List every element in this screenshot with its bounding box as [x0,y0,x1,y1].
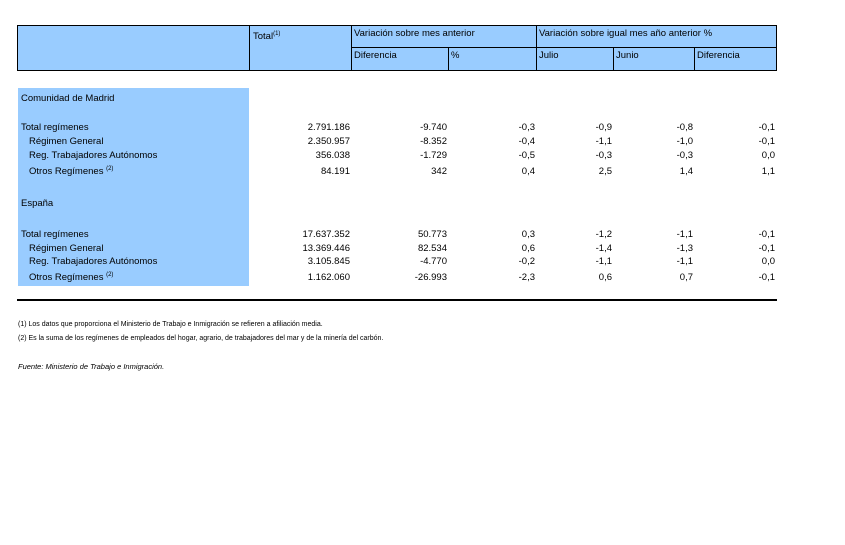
cell-pct: -0,3 [518,122,535,133]
header-divider [249,25,250,71]
table-row [18,255,778,268]
header-col-diferencia: Diferencia [354,50,397,61]
cell-total: 356.038 [315,150,350,161]
cell-pct: -0,4 [518,136,535,147]
cell-diferencia: -4.770 [420,256,447,267]
row-label: Reg. Trabajadores Autónomos [29,256,158,267]
cell-total: 13.369.446 [302,243,350,254]
cell-pct: 0,3 [521,229,535,240]
cell-julio: 0,6 [598,272,612,283]
table-row [18,149,778,162]
cell-junio: -1,3 [676,243,693,254]
cell-julio: -1,1 [595,136,612,147]
header-col-pct: % [451,50,460,61]
cell-junio: -1,1 [676,229,693,240]
cell-diferencia2: -0,1 [758,243,775,254]
cell-diferencia: 50.773 [417,229,447,240]
cell-julio: -1,4 [595,243,612,254]
header-total [251,30,282,44]
cell-diferencia: -8.352 [420,136,447,147]
header-col-diferencia2: Diferencia [697,50,740,61]
footnote: (1) Los datos que proporciona el Ministerio de Trabajo e Inmigración se refieren a afiliación media. [18,321,323,328]
cell-diferencia2: -0,1 [758,272,775,283]
section-title: España [21,198,54,209]
cell-diferencia: -9.740 [420,122,447,133]
row-note: (2) [106,272,114,278]
header-group-mes: Variación sobre mes anterior [354,28,475,39]
row-label: Total regímenes [21,229,89,240]
cell-diferencia2: 0,0 [761,256,775,267]
header-col-julio: Julio [539,50,559,61]
cell-diferencia2: 0,0 [761,150,775,161]
cell-diferencia: -26.993 [414,272,447,283]
cell-pct: -2,3 [518,272,535,283]
cell-julio: 2,5 [598,166,612,177]
table-row [18,135,778,148]
cell-total: 2.791.186 [307,122,350,133]
table-bottom-rule [17,299,777,301]
cell-junio: 0,7 [679,272,693,283]
cell-diferencia2: -0,1 [758,229,775,240]
row-label-wrap [29,271,113,284]
table-row [18,242,778,255]
table-row [18,121,778,134]
source-note: Fuente: Ministerio de Trabajo e Inmigración. [18,362,165,371]
cell-total: 2.350.957 [307,136,350,147]
cell-pct: 0,4 [521,166,535,177]
header-divider [351,47,777,48]
cell-diferencia: 82.534 [417,243,447,254]
row-label: Régimen General [29,136,104,147]
cell-pct: -0,2 [518,256,535,267]
cell-pct: -0,5 [518,150,535,161]
cell-pct: 0,6 [521,243,535,254]
row-label: Otros Regímenes [29,166,104,177]
cell-total: 3.105.845 [307,256,350,267]
cell-junio: -1,0 [676,136,693,147]
row-note: (2) [106,166,114,172]
header-col-junio: Junio [616,50,639,61]
cell-diferencia: 342 [431,166,447,177]
table-row [18,228,778,241]
row-label: Reg. Trabajadores Autónomos [29,150,158,161]
cell-julio: -1,2 [595,229,612,240]
cell-diferencia: -1.729 [420,150,447,161]
row-label: Otros Regímenes [29,272,104,283]
header-total-note: (1) [273,31,281,37]
row-label-wrap [29,165,113,178]
section-title: Comunidad de Madrid [21,93,115,104]
cell-diferencia2: -0,1 [758,122,775,133]
cell-julio: -0,3 [595,150,612,161]
footnote: (2) Es la suma de los regímenes de empleados del hogar, agrario, de trabajadores del mar y de la minería del carbón. [18,335,384,342]
cell-julio: -1,1 [595,256,612,267]
cell-total: 17.637.352 [302,229,350,240]
table-row [18,271,778,284]
cell-julio: -0,9 [595,122,612,133]
header-total-label: Total [253,31,274,42]
row-label: Régimen General [29,243,104,254]
header-group-anio: Variación sobre igual mes año anterior % [539,28,713,39]
cell-junio: 1,4 [679,166,693,177]
cell-junio: -0,8 [676,122,693,133]
cell-total: 84.191 [320,166,350,177]
cell-junio: -0,3 [676,150,693,161]
cell-diferencia2: -0,1 [758,136,775,147]
row-label: Total regímenes [21,122,89,133]
cell-junio: -1,1 [676,256,693,267]
cell-diferencia2: 1,1 [761,166,775,177]
cell-total: 1.162.060 [307,272,350,283]
table-row [18,165,778,178]
